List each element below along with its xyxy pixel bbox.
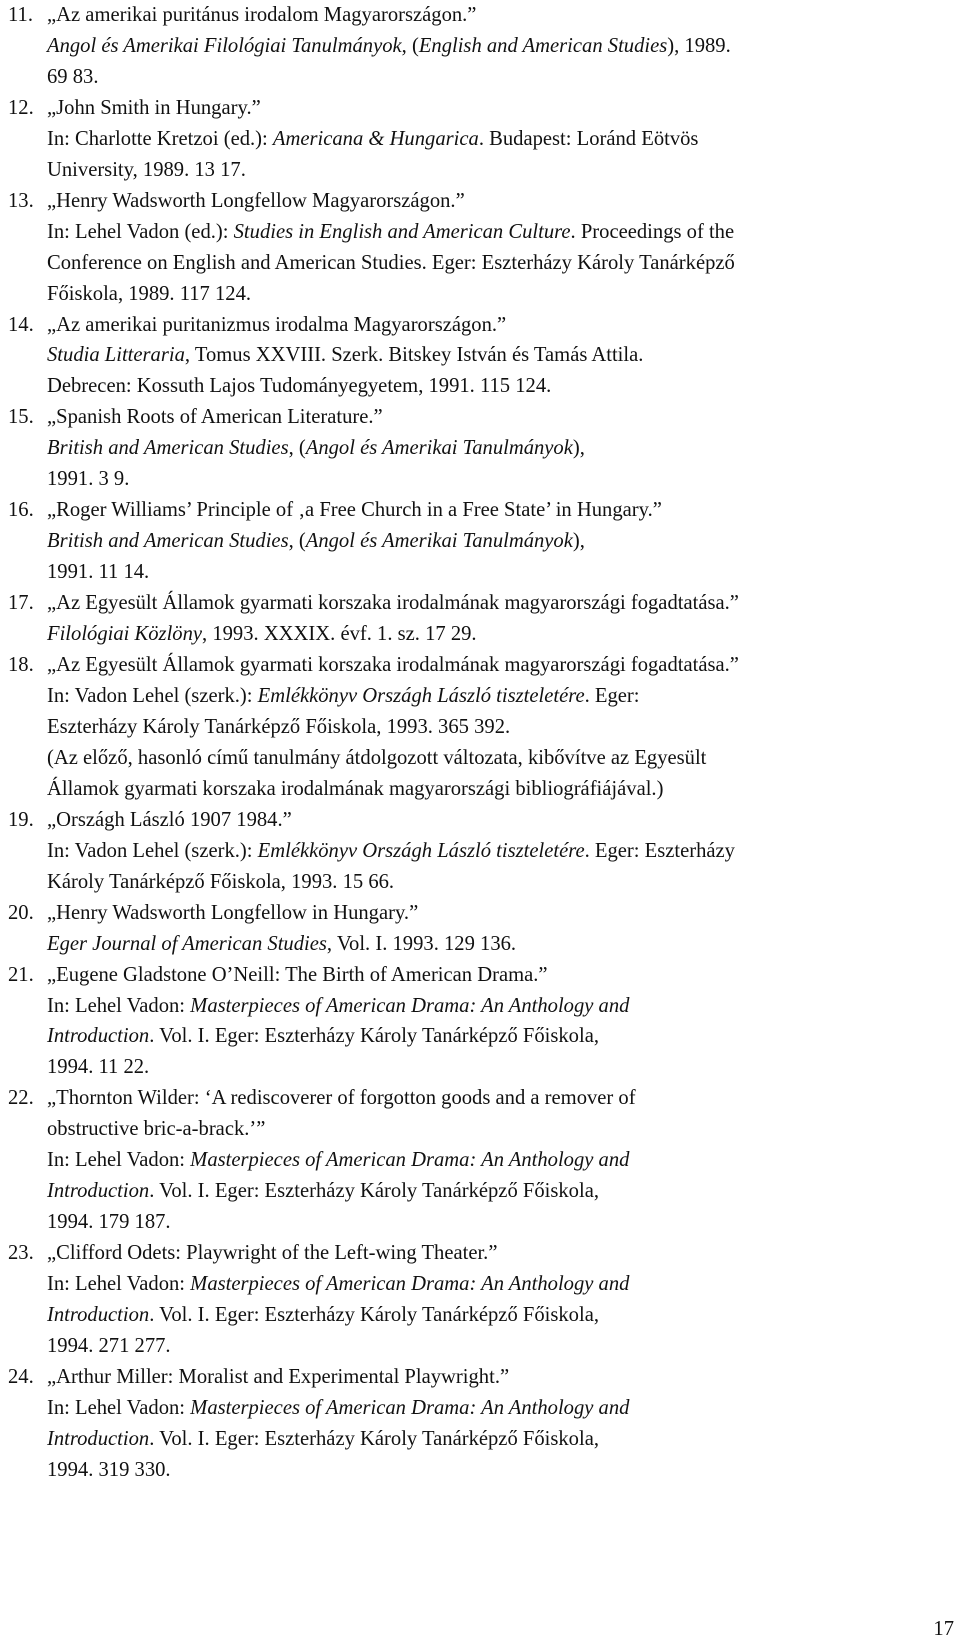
bibliography-list [8, 0, 952, 1486]
bibliography-entry [8, 186, 952, 310]
entry-line [47, 1393, 952, 1424]
italic-title-segment: Angol és Amerikai Tanulmányok [305, 437, 573, 460]
entry-text [47, 1083, 952, 1238]
text-segment: „Arthur Miller: Moralist and Experimental Playwright.” [47, 1365, 510, 1388]
entry-text [47, 588, 952, 650]
text-segment: , ( [288, 530, 306, 553]
entry-number: 19. [8, 808, 34, 831]
italic-title-segment: Introduction [47, 1025, 150, 1048]
text-segment: Debrecen: Kossuth Lajos Tudományegyetem, 1991. 115 124. [47, 375, 552, 398]
entry-line [47, 774, 952, 805]
entry-line [47, 743, 952, 774]
entry-line [47, 0, 952, 31]
italic-title-segment: Masterpieces of American Drama: An Anthology and [190, 1149, 630, 1172]
entry-line [47, 1238, 952, 1269]
entry-line [47, 1424, 952, 1455]
bibliography-entry [8, 402, 952, 495]
entry-line [47, 1083, 952, 1114]
italic-title-segment: Emlékkönyv Országh László tiszteletére [257, 839, 585, 862]
entry-line [47, 1052, 952, 1083]
text-segment: . Budapest: Loránd Eötvös [478, 127, 699, 150]
text-segment: In: Lehel Vadon: [47, 1149, 191, 1172]
entry-line [47, 557, 952, 588]
entry-text [47, 1362, 952, 1486]
entry-line [47, 464, 952, 495]
italic-title-segment: Emlékkönyv Országh László tiszteletére [257, 684, 585, 707]
entry-line [47, 310, 952, 341]
entry-line [47, 124, 952, 155]
text-segment: . Eger: [584, 684, 640, 707]
text-segment: 1994. 11 22. [47, 1056, 150, 1079]
entry-number: 14. [8, 313, 34, 336]
text-segment: „Az Egyesült Államok gyarmati korszaka irodalmának magyarországi fogadtatása.” [47, 592, 739, 615]
text-segment: In: Lehel Vadon: [47, 1273, 191, 1296]
entry-line [47, 619, 952, 650]
text-segment: Károly Tanárképző Főiskola, 1993. 15 66. [47, 870, 395, 893]
entry-line [47, 248, 952, 279]
entry-line [47, 31, 952, 62]
entry-line [47, 1455, 952, 1486]
entry-line [47, 433, 952, 464]
entry-number: 16. [8, 499, 34, 522]
entry-line [47, 712, 952, 743]
entry-line [47, 62, 952, 93]
entry-line [47, 340, 952, 371]
entry-line [47, 186, 952, 217]
text-segment: In: Lehel Vadon: [47, 994, 191, 1017]
text-segment: In: Lehel Vadon (ed.): [47, 220, 234, 243]
text-segment: In: Lehel Vadon: [47, 1396, 191, 1419]
text-segment: „Clifford Odets: Playwright of the Left-wing Theater.” [47, 1242, 498, 1265]
italic-title-segment: Masterpieces of American Drama: An Anthology and [190, 1396, 630, 1419]
italic-title-segment: English and American Studies [418, 34, 668, 57]
italic-title-segment: Americana & Hungarica [272, 127, 479, 150]
italic-title-segment: Masterpieces of American Drama: An Anthology and [190, 994, 630, 1017]
entry-line [47, 1207, 952, 1238]
bibliography-entry [8, 898, 952, 960]
text-segment: , Vol. I. 1993. 129 136. [326, 932, 517, 955]
text-segment: . Eger: Eszterházy [584, 839, 735, 862]
entry-number: 11. [8, 4, 33, 26]
text-segment: Conference on English and American Studies. Eger: Eszterházy Károly Tanárképző [47, 251, 735, 274]
entry-number: 24. [8, 1365, 34, 1388]
entry-text [47, 0, 952, 93]
entry-line [47, 1145, 952, 1176]
entry-text [47, 402, 952, 495]
italic-title-segment: British and American Studies [47, 437, 289, 460]
entry-line [47, 93, 952, 124]
text-segment: . Vol. I. Eger: Eszterházy Károly Tanárképző Főiskola, [149, 1304, 599, 1327]
entry-text [47, 1238, 952, 1362]
bibliography-entry [8, 310, 952, 403]
text-segment: obstructive bric-a-brack.’” [47, 1118, 266, 1141]
entry-number: 13. [8, 189, 34, 212]
text-segment: 69 83. [47, 65, 99, 88]
text-segment: , ( [288, 437, 306, 460]
text-segment: . Vol. I. Eger: Eszterházy Károly Tanárképző Főiskola, [149, 1025, 599, 1048]
entry-number: 17. [8, 592, 34, 615]
entry-text [47, 93, 952, 186]
italic-title-segment: Eger Journal of American Studies [47, 932, 327, 955]
bibliography-entry [8, 588, 952, 650]
italic-title-segment: Studia Litteraria [47, 344, 185, 367]
italic-title-segment: Angol és Amerikai Tanulmányok [305, 530, 573, 553]
bibliography-entry [8, 1083, 952, 1238]
bibliography-entry [8, 960, 952, 1084]
entry-text [47, 650, 952, 805]
text-segment: 1994. 319 330. [47, 1458, 171, 1481]
text-segment: In: Charlotte Kretzoi (ed.): [47, 127, 273, 150]
text-segment: In: Vadon Lehel (szerk.): [47, 839, 258, 862]
italic-title-segment: Studies in English and American Culture [233, 220, 571, 243]
entry-line [47, 1176, 952, 1207]
entry-text [47, 495, 952, 588]
entry-line [47, 217, 952, 248]
entry-line [47, 279, 952, 310]
entry-text [47, 898, 952, 960]
entry-number: 12. [8, 96, 34, 119]
entry-line [47, 805, 952, 836]
text-segment: „John Smith in Hungary.” [47, 96, 261, 119]
bibliography-entry [8, 1238, 952, 1362]
italic-title-segment: British and American Studies [47, 530, 289, 553]
italic-title-segment: Introduction [47, 1304, 150, 1327]
text-segment: ), [572, 530, 585, 553]
entry-line [47, 495, 952, 526]
entry-number: 22. [8, 1087, 34, 1110]
entry-text [47, 960, 952, 1084]
entry-line [47, 402, 952, 433]
text-segment: . Vol. I. Eger: Eszterházy Károly Tanárképző Főiskola, [149, 1180, 599, 1203]
text-segment: 1991. 11 14. [47, 561, 150, 584]
bibliography-entry [8, 1362, 952, 1486]
entry-line [47, 836, 952, 867]
entry-line [47, 155, 952, 186]
text-segment: „Országh László 1907 1984.” [47, 808, 292, 831]
entry-line [47, 681, 952, 712]
bibliography-entry [8, 805, 952, 898]
entry-line [47, 960, 952, 991]
italic-title-segment: Angol és Amerikai Filológiai Tanulmányok [47, 34, 402, 57]
entry-line [47, 588, 952, 619]
text-segment: „Az amerikai puritánus irodalom Magyarországon.” [47, 4, 477, 26]
text-segment: „Henry Wadsworth Longfellow in Hungary.” [47, 901, 419, 924]
entry-line [47, 371, 952, 402]
bibliography-entry [8, 0, 952, 93]
text-segment: (Az előző, hasonló című tanulmány átdolgozott változata, kibővítve az Egyesült [47, 746, 707, 769]
text-segment: ), [572, 437, 585, 460]
text-segment: . Vol. I. Eger: Eszterházy Károly Tanárképző Főiskola, [149, 1427, 599, 1450]
text-segment: „Roger Williams’ Principle of ‚a Free Church in a Free State’ in Hungary.” [47, 499, 662, 522]
entry-line [47, 1362, 952, 1393]
text-segment: Főiskola, 1989. 117 124. [47, 282, 252, 305]
entry-text [47, 186, 952, 310]
entry-line [47, 867, 952, 898]
entry-number: 15. [8, 406, 34, 429]
italic-title-segment: Introduction [47, 1180, 150, 1203]
entry-line [47, 1269, 952, 1300]
text-segment: „Az amerikai puritanizmus irodalma Magyarországon.” [47, 313, 507, 336]
text-segment: ), 1989. [667, 34, 731, 57]
entry-number: 21. [8, 963, 34, 986]
entry-line [47, 1300, 952, 1331]
entry-line [47, 991, 952, 1022]
italic-title-segment: Filológiai Közlöny [47, 623, 203, 646]
bibliography-entry [8, 93, 952, 186]
entry-line [47, 650, 952, 681]
entry-number: 18. [8, 654, 34, 677]
text-segment: , ( [401, 34, 419, 57]
text-segment: „Az Egyesült Államok gyarmati korszaka irodalmának magyarországi fogadtatása.” [47, 654, 739, 677]
entry-text [47, 805, 952, 898]
text-segment: In: Vadon Lehel (szerk.): [47, 684, 258, 707]
entry-line [47, 1114, 952, 1145]
text-segment: 1991. 3 9. [47, 468, 130, 491]
entry-number: 20. [8, 901, 34, 924]
entry-line [47, 526, 952, 557]
page-number: 17 [933, 1618, 954, 1640]
text-segment: . Proceedings of the [570, 220, 735, 243]
entry-line [47, 1331, 952, 1362]
bibliography-entry [8, 650, 952, 805]
text-segment: Államok gyarmati korszaka irodalmának magyarországi bibliográfiájával.) [47, 777, 664, 800]
text-segment: Eszterházy Károly Tanárképző Főiskola, 1993. 365 392. [47, 715, 511, 738]
entry-number: 23. [8, 1242, 34, 1265]
text-segment: 1994. 271 277. [47, 1334, 171, 1357]
text-segment: „Henry Wadsworth Longfellow Magyarországon.” [47, 189, 465, 212]
entry-line [47, 1021, 952, 1052]
text-segment: , Tomus XXVIII. Szerk. Bitskey István és Tamás Attila. [184, 344, 644, 367]
text-segment: „Eugene Gladstone O’Neill: The Birth of American Drama.” [47, 963, 548, 986]
italic-title-segment: Introduction [47, 1427, 150, 1450]
text-segment: University, 1989. 13 17. [47, 158, 246, 181]
text-segment: 1994. 179 187. [47, 1211, 171, 1234]
entry-line [47, 898, 952, 929]
italic-title-segment: Masterpieces of American Drama: An Anthology and [190, 1273, 630, 1296]
text-segment: , 1993. XXXIX. évf. 1. sz. 17 29. [202, 623, 477, 646]
bibliography-entry [8, 495, 952, 588]
entry-text [47, 310, 952, 403]
text-segment: „Spanish Roots of American Literature.” [47, 406, 383, 429]
entry-line [47, 929, 952, 960]
text-segment: „Thornton Wilder: ‘A rediscoverer of forgotton goods and a remover of [47, 1087, 636, 1110]
